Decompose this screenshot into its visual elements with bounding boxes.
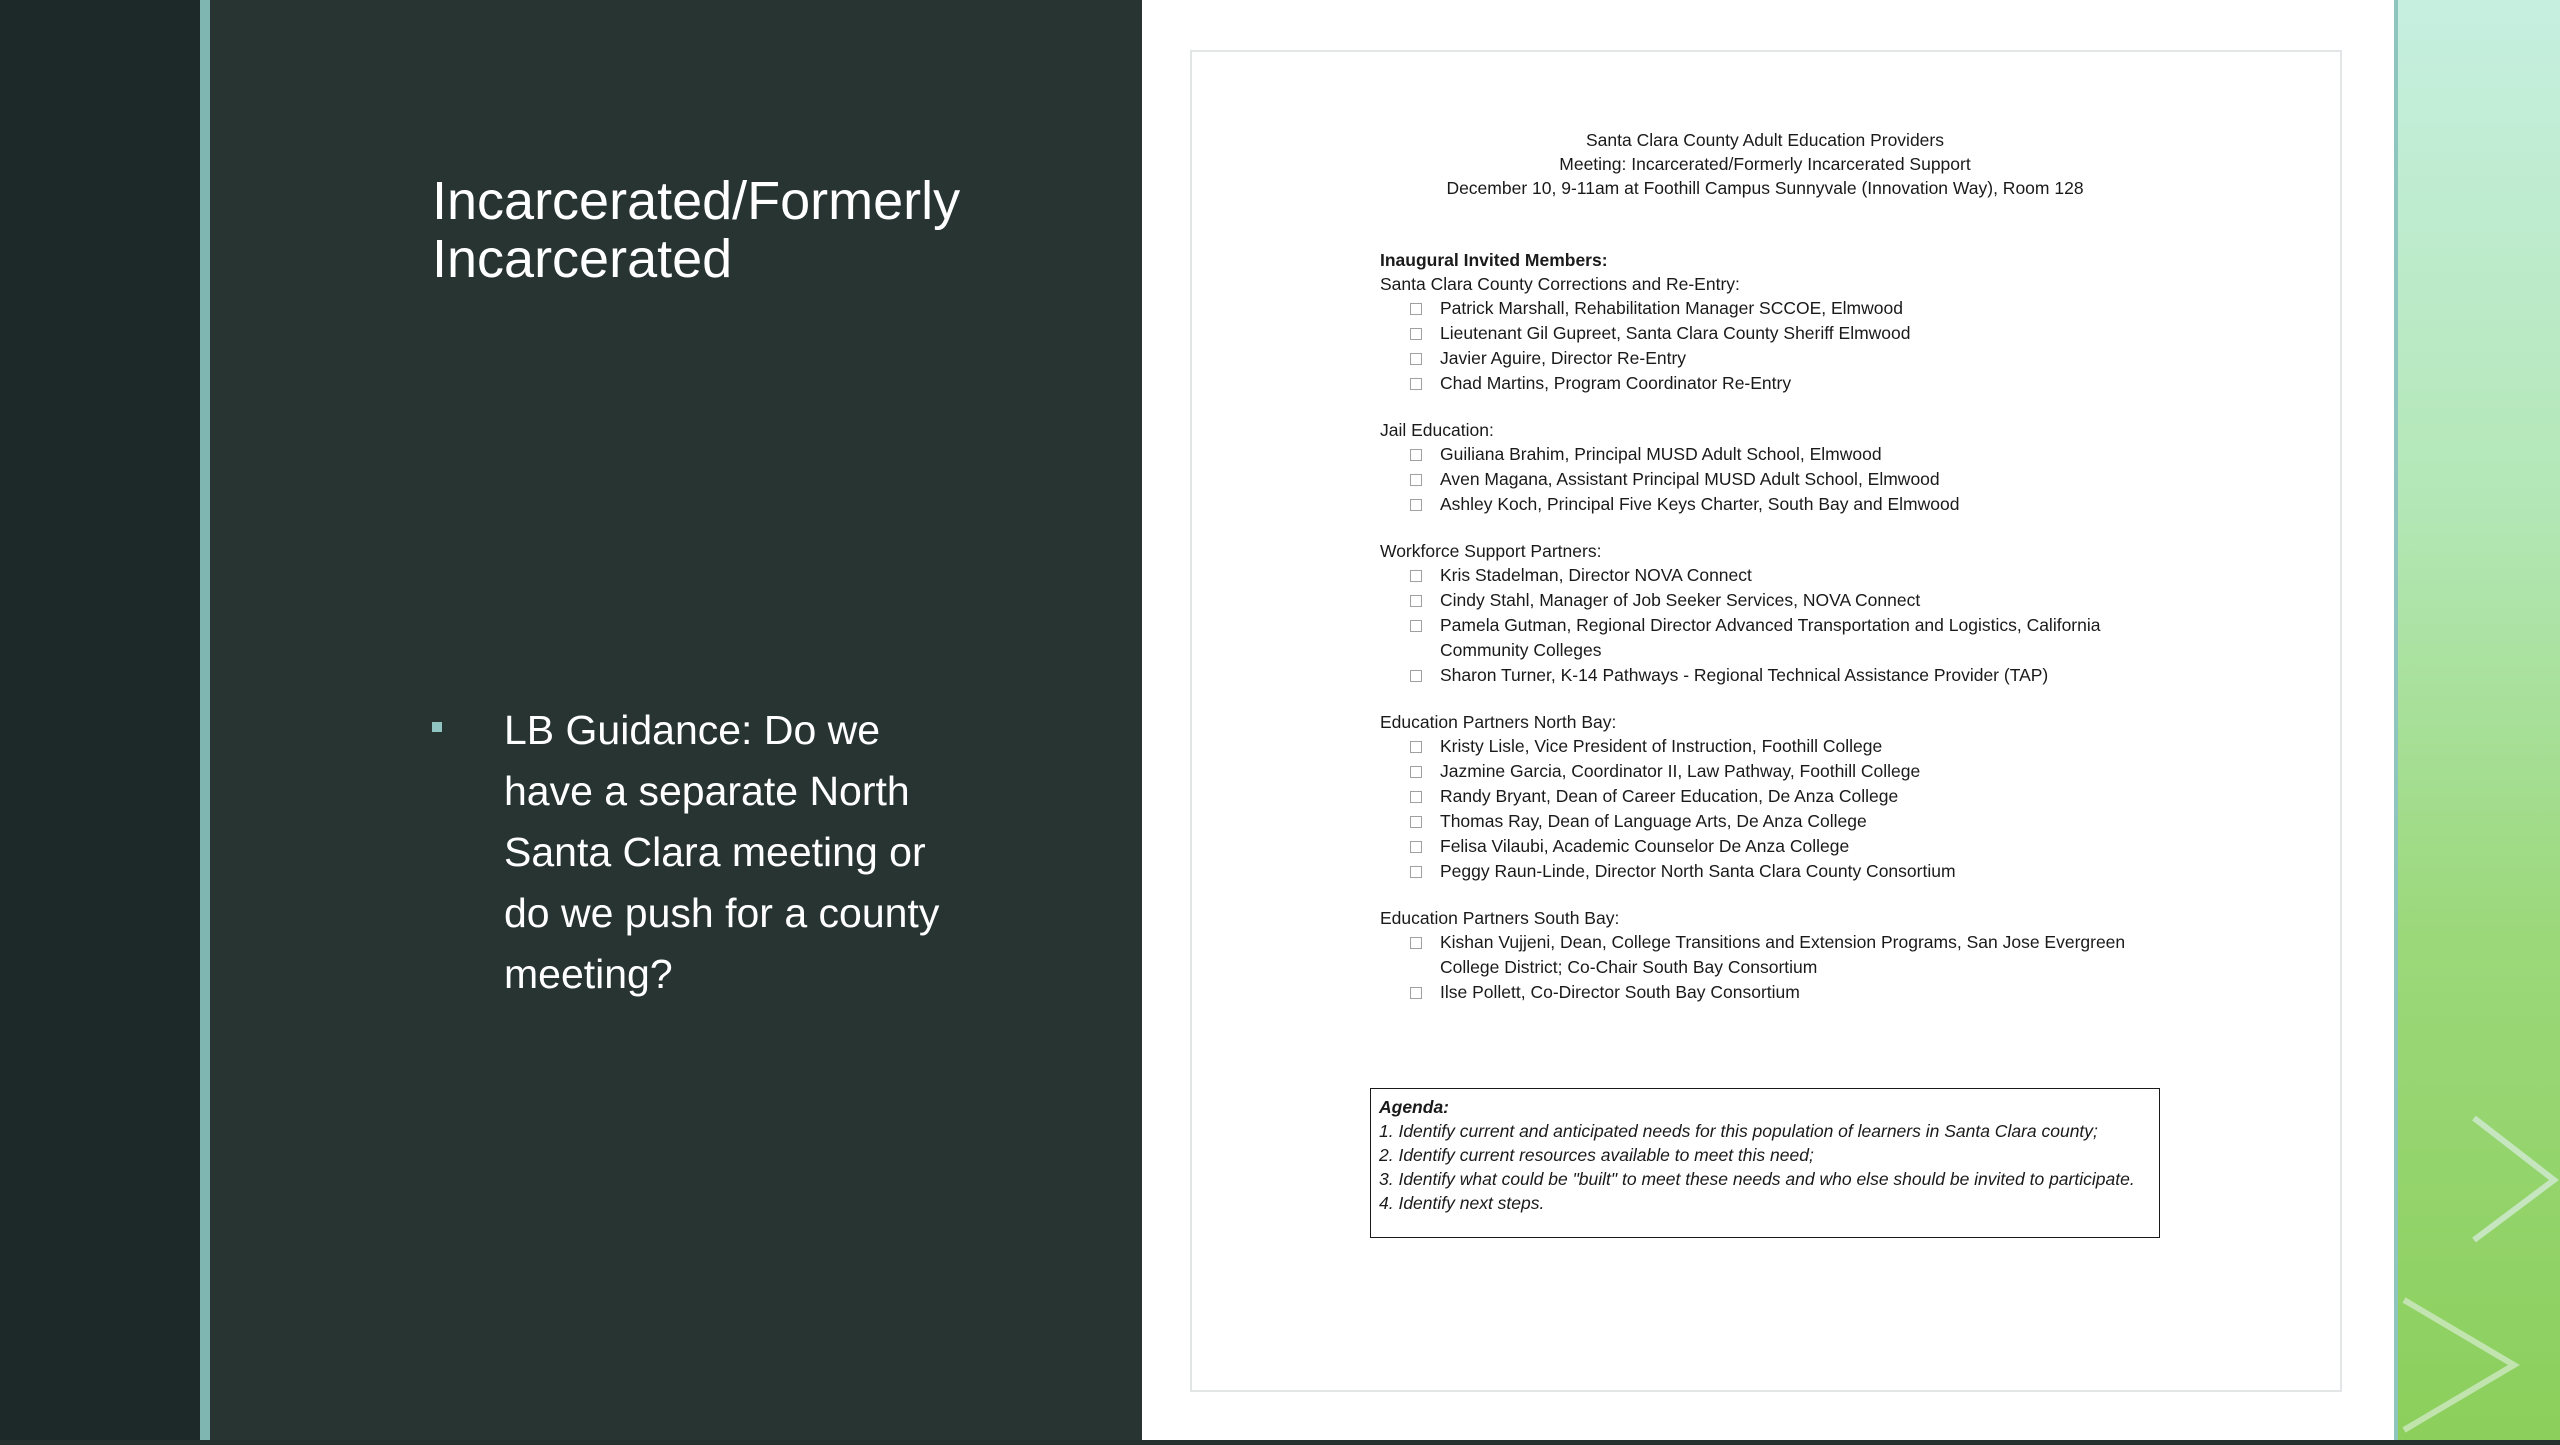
checkbox-icon xyxy=(1410,353,1422,365)
right-accent-line xyxy=(2394,0,2398,1440)
section-jail-education xyxy=(1380,418,2140,517)
member-name: Jazmine Garcia, Coordinator II, Law Pathway, Foothill College xyxy=(1440,761,1921,781)
checkbox-icon xyxy=(1410,987,1422,999)
checkbox-icon xyxy=(1410,841,1422,853)
chevron-right-icon xyxy=(2394,0,2560,1440)
checkbox-icon xyxy=(1410,378,1422,390)
member-name: Thomas Ray, Dean of Language Arts, De Anza College xyxy=(1440,811,1867,831)
accent-line xyxy=(200,0,210,1440)
list-item xyxy=(1380,759,2140,784)
list-item xyxy=(1380,663,2140,688)
checkbox-icon xyxy=(1410,449,1422,461)
member-name: Felisa Vilaubi, Academic Counselor De Anza College xyxy=(1440,836,1850,856)
list-item xyxy=(1380,296,2140,321)
list-item xyxy=(1380,980,2140,1005)
checkbox-icon xyxy=(1410,937,1422,949)
checkbox-icon xyxy=(1410,328,1422,340)
member-list xyxy=(1380,296,2140,396)
checkbox-icon xyxy=(1410,474,1422,486)
list-item xyxy=(1380,346,2140,371)
invited-label: Inaugural Invited Members: xyxy=(1380,250,1608,270)
document-header-line: Meeting: Incarcerated/Formerly Incarcerated Support xyxy=(1559,154,1971,174)
agenda-item: 2. Identify current resources available to meet this need; xyxy=(1379,1145,1814,1165)
list-item xyxy=(1380,371,2140,396)
list-item xyxy=(1380,613,2140,663)
agenda-item: 3. Identify what could be "built" to meet these needs and who else should be invited to participate. xyxy=(1379,1169,2135,1189)
checkbox-icon xyxy=(1410,791,1422,803)
checkbox-icon xyxy=(1410,766,1422,778)
member-name: Kristy Lisle, Vice President of Instruction, Foothill College xyxy=(1440,736,1883,756)
checkbox-icon xyxy=(1410,816,1422,828)
agenda-box xyxy=(1370,1088,2160,1238)
agenda-item: 1. Identify current and anticipated needs for this population of learners in Santa Clara county; xyxy=(1379,1121,2098,1141)
member-list xyxy=(1380,734,2140,884)
agenda-item: 4. Identify next steps. xyxy=(1379,1193,1545,1213)
list-item xyxy=(1380,734,2140,759)
checkbox-icon xyxy=(1410,499,1422,511)
member-name: Ashley Koch, Principal Five Keys Charter, South Bay and Elmwood xyxy=(1440,494,1960,514)
list-item xyxy=(1380,784,2140,809)
square-bullet-icon xyxy=(432,722,442,732)
section-title: Santa Clara County Corrections and Re-Entry: xyxy=(1380,274,1740,294)
list-item xyxy=(1380,467,2140,492)
document-header xyxy=(1380,128,2150,200)
checkbox-icon xyxy=(1410,670,1422,682)
list-item xyxy=(1380,442,2140,467)
member-name: Guiliana Brahim, Principal MUSD Adult School, Elmwood xyxy=(1440,444,1882,464)
section-education-south xyxy=(1380,906,2140,1005)
member-name: Kris Stadelman, Director NOVA Connect xyxy=(1440,565,1752,585)
member-list xyxy=(1380,930,2140,1005)
member-list xyxy=(1380,442,2140,517)
section-education-north xyxy=(1380,710,2140,884)
member-name: Cindy Stahl, Manager of Job Seeker Services, NOVA Connect xyxy=(1440,590,1921,610)
list-item xyxy=(1380,588,2140,613)
member-name: Kishan Vujjeni, Dean, College Transitions and Extension Programs, San Jose Evergreen College District; Co-Chair South Bay Consortium xyxy=(1440,932,2126,977)
member-name: Randy Bryant, Dean of Career Education, De Anza College xyxy=(1440,786,1899,806)
list-item xyxy=(1380,809,2140,834)
checkbox-icon xyxy=(1410,620,1422,632)
slide-title: Incarcerated/Formerly Incarcerated xyxy=(432,171,961,289)
member-name: Pamela Gutman, Regional Director Advanced Transportation and Logistics, California Community Colleges xyxy=(1440,615,2101,660)
section-title: Workforce Support Partners: xyxy=(1380,541,1602,561)
left-strip xyxy=(0,0,200,1440)
member-list xyxy=(1380,563,2140,688)
member-name: Ilse Pollett, Co-Director South Bay Consortium xyxy=(1440,982,1800,1002)
checkbox-icon xyxy=(1410,741,1422,753)
section-title: Education Partners South Bay: xyxy=(1380,908,1620,928)
member-name: Sharon Turner, K-14 Pathways - Regional Technical Assistance Provider (TAP) xyxy=(1440,665,2049,685)
member-name: Patrick Marshall, Rehabilitation Manager SCCOE, Elmwood xyxy=(1440,298,1903,318)
member-name: Aven Magana, Assistant Principal MUSD Adult School, Elmwood xyxy=(1440,469,1940,489)
checkbox-icon xyxy=(1410,303,1422,315)
list-item xyxy=(1380,859,2140,884)
invited-members xyxy=(1380,248,2140,396)
section-workforce xyxy=(1380,539,2140,688)
list-item xyxy=(1380,930,2140,980)
document-header-line: Santa Clara County Adult Education Providers xyxy=(1586,130,1944,150)
section-title: Education Partners North Bay: xyxy=(1380,712,1617,732)
document-header-line: December 10, 9-11am at Foothill Campus Sunnyvale (Innovation Way), Room 128 xyxy=(1446,178,2084,198)
bullet-text: LB Guidance: Do we have a separate North Santa Clara meeting or do we push for a county meeting? xyxy=(504,707,940,997)
member-name: Chad Martins, Program Coordinator Re-Entry xyxy=(1440,373,1792,393)
member-name: Lieutenant Gil Gupreet, Santa Clara County Sheriff Elmwood xyxy=(1440,323,1911,343)
list-item xyxy=(1380,321,2140,346)
list-item xyxy=(1380,834,2140,859)
agenda-title: Agenda: xyxy=(1379,1097,1449,1117)
document-content xyxy=(1380,128,2140,1005)
checkbox-icon xyxy=(1410,595,1422,607)
list-item xyxy=(1380,492,2140,517)
list-item xyxy=(1380,563,2140,588)
decorative-gradient-band xyxy=(2394,0,2560,1440)
member-name: Peggy Raun-Linde, Director North Santa Clara County Consortium xyxy=(1440,861,1956,881)
checkbox-icon xyxy=(1410,866,1422,878)
checkbox-icon xyxy=(1410,570,1422,582)
section-title: Jail Education: xyxy=(1380,420,1494,440)
member-name: Javier Aguire, Director Re-Entry xyxy=(1440,348,1687,368)
